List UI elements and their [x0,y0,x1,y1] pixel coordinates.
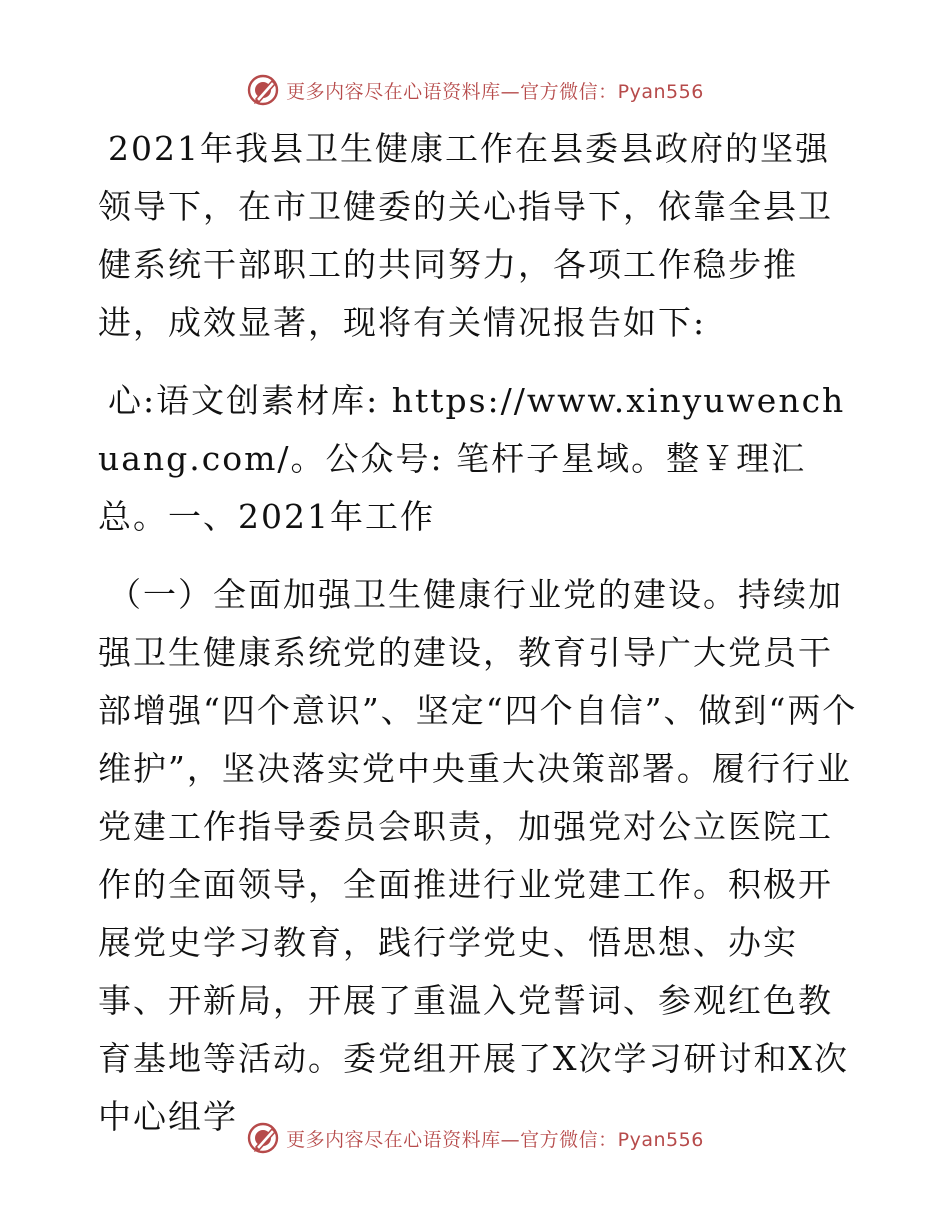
paragraph-party-building: （一）全面加强卫生健康行业党的建设。持续加强卫生健康系统党的建设，教育引导广大党员干部增强“四个意识”、坚定“四个自信”、做到“两个维护”，坚决落实党中央重大决策部署。履行行业党建工作指导委员会职责，加强党对公立医院工作的全面领导，全面推进行业党建工作。积极开展党史学习教育，践行学党史、悟思想、办实事、开新局，开展了重温入党誓词、参观红色教育基地等活动。委党组开展了X次学习研讨和X次中心组学 [98,575,858,1136]
pen-circle-logo-icon [246,1121,280,1155]
footer-watermark-banner [0,1118,950,1158]
paragraph-source-note: 心:语文创素材库: https://www.xinyuwenchuang.com/。公众号: 笔杆子星域。整￥理汇总。一、2021年工作 [98,381,846,536]
paragraph-intro: 2021年我县卫生健康工作在县委县政府的坚强领导下，在市卫健委的关心指导下，依靠全县卫健系统干部职工的共同努力，各项工作稳步推进，成效显著，现将有关情况报告如下: [98,129,833,342]
watermark-text: 更多内容尽在心语资料库—官方微信：Pyan556 [286,1128,704,1151]
watermark-text: 更多内容尽在心语资料库—官方微信：Pyan556 [286,80,704,103]
pen-circle-logo-icon [246,73,280,107]
document-body [98,120,858,1146]
header-watermark-banner [0,70,950,110]
